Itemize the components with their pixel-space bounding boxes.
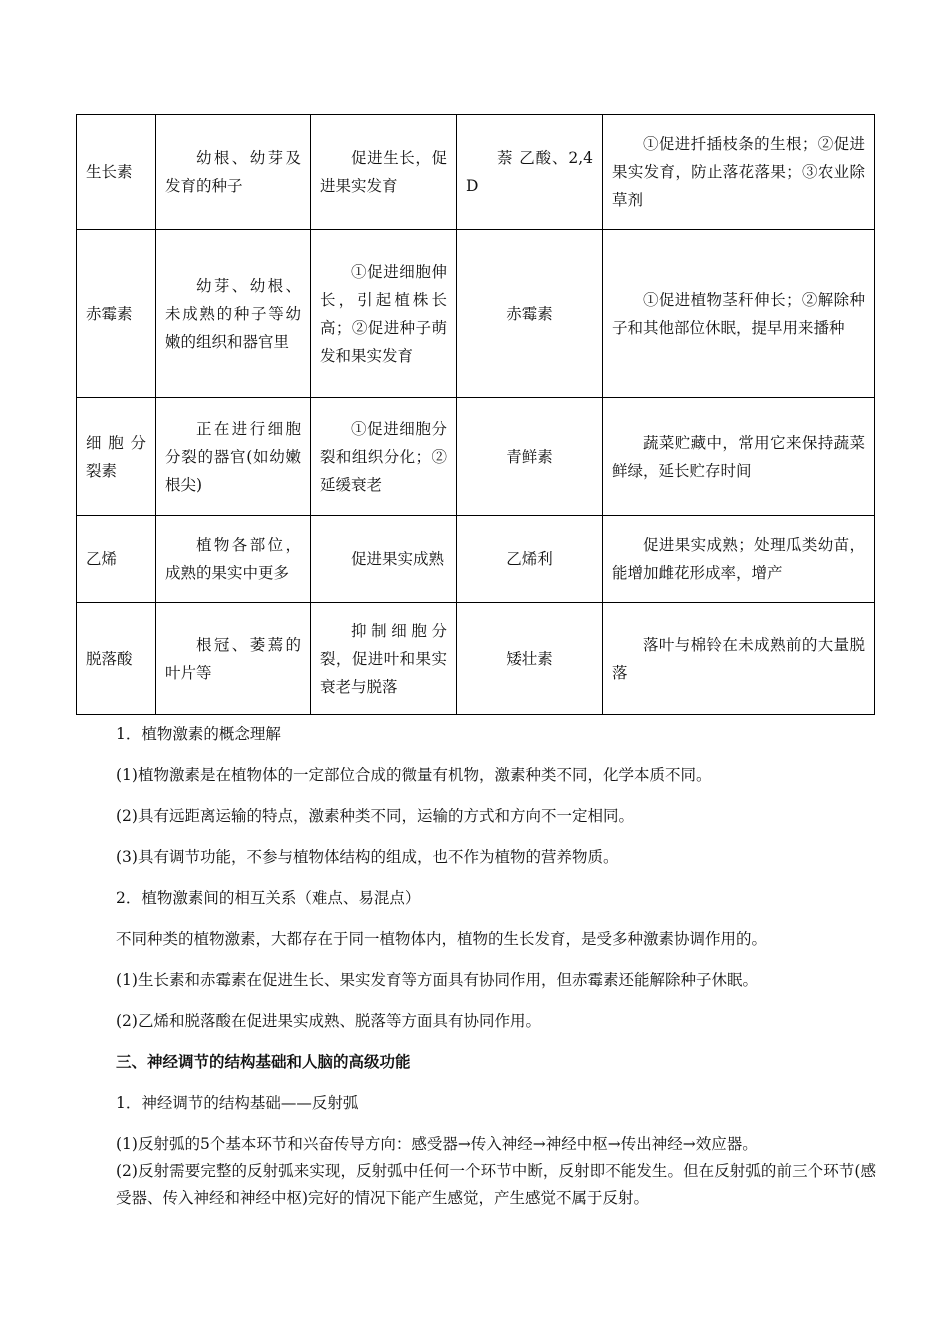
table-row <box>77 398 875 516</box>
synthesis-site: 幼根、幼芽及发育的种子 <box>156 115 311 230</box>
hormone-name: 脱落酸 <box>77 603 156 715</box>
section-title: 1．植物激素的概念理解 <box>116 725 281 743</box>
hormone-table <box>76 114 875 715</box>
synthesis-site: 幼芽、幼根、未成熟的种子等幼嫩的组织和器官里 <box>156 230 311 398</box>
paragraph: (1)植物激素是在植物体的一定部位合成的微量有机物，激素种类不同，化学本质不同。 <box>116 766 712 784</box>
paragraph: (2)具有远距离运输的特点，激素种类不同，运输的方式和方向不一定相同。 <box>116 807 634 825</box>
analog-name: 赤霉素 <box>457 230 603 398</box>
section-title: 1．神经调节的结构基础——反射弧 <box>116 1094 359 1112</box>
paragraph: 不同种类的植物激素，大都存在于同一植物体内，植物的生长发育，是受多种激素协调作用的。 <box>116 930 768 948</box>
main-role: 抑制细胞分裂，促进叶和果实衰老与脱落 <box>311 603 457 715</box>
hormone-name: 生长素 <box>77 115 156 230</box>
hormone-name: 乙烯 <box>77 516 156 603</box>
application: 促进果实成熟；处理瓜类幼苗，能增加雌花形成率，增产 <box>603 516 875 603</box>
paragraph-text: (2)反射需要完整的反射弧来实现，反射弧中任何一个环节中断，反射即不能发生。但在反射弧的前三个环节(感受器、传入神经和神经中枢)完好的情况下能产生感觉，产生感觉不属于反射。 <box>116 1162 876 1207</box>
analog-name: 乙烯利 <box>457 516 603 603</box>
paragraph <box>116 1158 876 1212</box>
application: ①促进植物茎秆伸长；②解除种子和其他部位休眠，提早用来播种 <box>603 230 875 398</box>
application: 落叶与棉铃在未成熟前的大量脱落 <box>603 603 875 715</box>
analog-name: 萘 乙酸、2,4D <box>457 115 603 230</box>
main-role: ①促进细胞分裂和组织分化；②延缓衰老 <box>311 398 457 516</box>
chapter-heading: 三、神经调节的结构基础和人脑的高级功能 <box>116 1053 411 1071</box>
hormone-name: 赤霉素 <box>77 230 156 398</box>
hormone-name: 细胞分裂素 <box>77 398 156 516</box>
synthesis-site: 根冠、萎蔫的叶片等 <box>156 603 311 715</box>
synthesis-site: 正在进行细胞分裂的器官(如幼嫩根尖) <box>156 398 311 516</box>
application: 蔬菜贮藏中，常用它来保持蔬菜鲜绿，延长贮存时间 <box>603 398 875 516</box>
analog-name: 矮壮素 <box>457 603 603 715</box>
application: ①促进扦插枝条的生根；②促进果实发育，防止落花落果；③农业除草剂 <box>603 115 875 230</box>
main-role: 促进果实成熟 <box>311 516 457 603</box>
paragraph: (1)反射弧的5个基本环节和兴奋传导方向：感受器→传入神经→神经中枢→传出神经→效应器。 <box>116 1135 758 1153</box>
table-row <box>77 603 875 715</box>
table-row <box>77 115 875 230</box>
paragraph: (1)生长素和赤霉素在促进生长、果实发育等方面具有协同作用，但赤霉素还能解除种子休眠。 <box>116 971 758 989</box>
table-row <box>77 230 875 398</box>
paragraph: (2)乙烯和脱落酸在促进果实成熟、脱落等方面具有协同作用。 <box>116 1012 541 1030</box>
main-role: ①促进细胞伸长，引起植株长高；②促进种子萌发和果实发育 <box>311 230 457 398</box>
paragraph: (3)具有调节功能，不参与植物体结构的组成，也不作为植物的营养物质。 <box>116 848 619 866</box>
main-role: 促进生长，促进果实发育 <box>311 115 457 230</box>
table-row <box>77 516 875 603</box>
synthesis-site: 植物各部位，成熟的果实中更多 <box>156 516 311 603</box>
section-title: 2．植物激素间的相互关系（难点、易混点） <box>116 889 421 907</box>
analog-name: 青鲜素 <box>457 398 603 516</box>
